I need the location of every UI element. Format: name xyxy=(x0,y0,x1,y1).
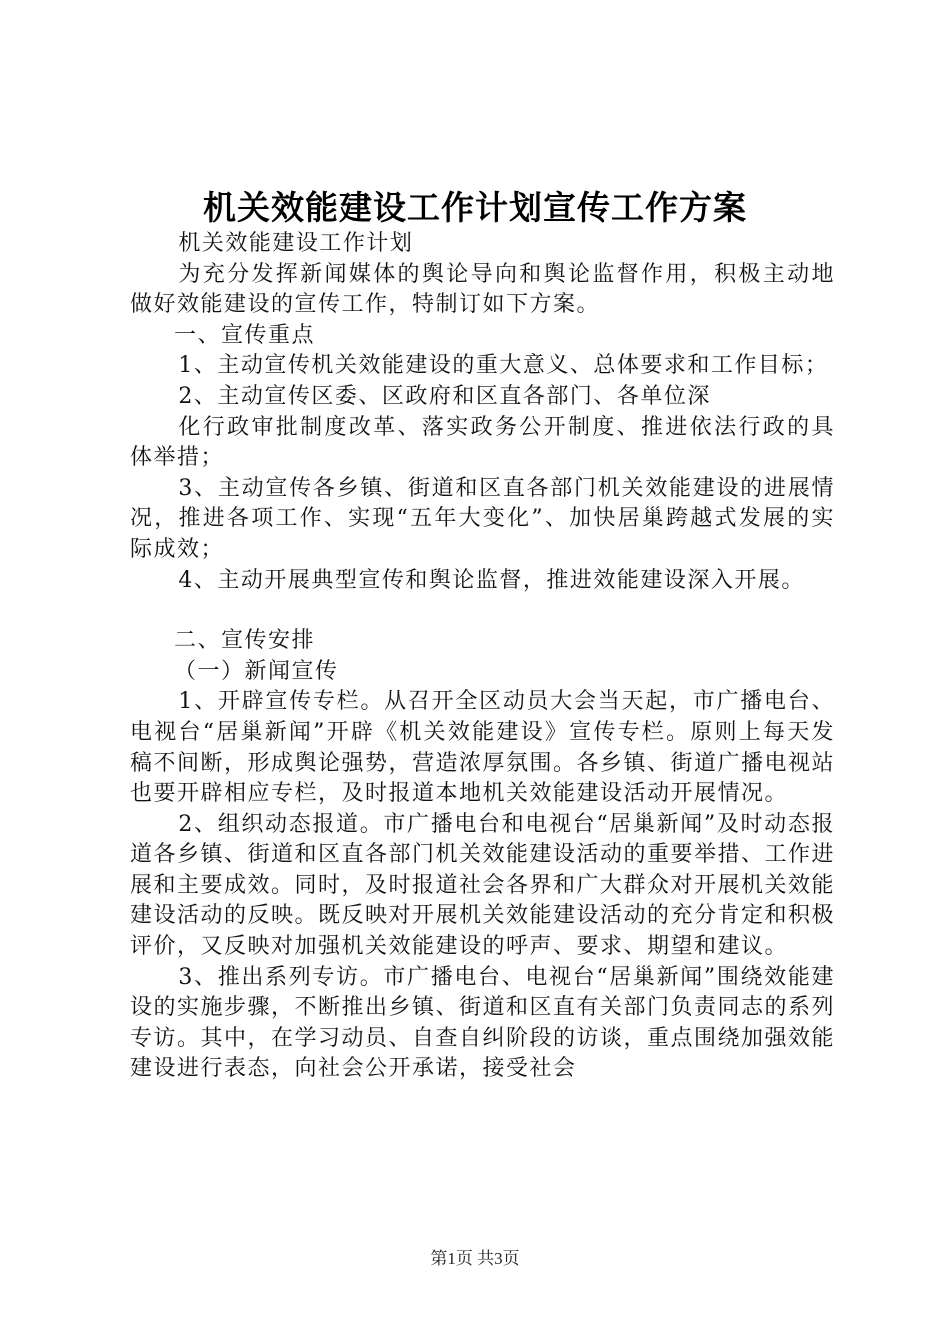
paragraph-news-2: 2、组织动态报道。市广播电台和电视台“居巢新闻”及时动态报道各乡镇、街道和区直各部门机关效能建设活动的重要举措、工作进展和主要成效。同时，及时报道社会各界和广大群众对开展机关效能建设活动的反映。既反映对开展机关效能建设活动的充分肯定和积极评价，又反映对加强机关效能建设的呼声、要求、期望和建议。 xyxy=(130,811,836,960)
paragraph-item-1: 1、主动宣传机关效能建设的重大意义、总体要求和工作目标； xyxy=(178,353,829,379)
document-title: 机关效能建设工作计划宣传工作方案 xyxy=(203,188,747,227)
paragraph-subtitle: 机关效能建设工作计划 xyxy=(178,231,414,256)
paragraph-intro: 为充分发挥新闻媒体的舆论导向和舆论监督作用，积极主动地做好效能建设的宣传工作，特制订如下方案。 xyxy=(130,261,835,318)
heading-section-2: 二、宣传安排 xyxy=(174,628,316,654)
paragraph-item-4: 4、主动开展典型宣传和舆论监督，推进效能建设深入开展。 xyxy=(178,567,805,593)
paragraph-item-3: 3、主动宣传各乡镇、街道和区直各部门机关效能建设的进展情况，推进各项工作、实现“五年大变化”、加快居巢跨越式发展的实际成效； xyxy=(130,475,835,562)
heading-subsection-news: （一）新闻宣传 xyxy=(174,658,339,684)
page-footer: 第1页 共3页 xyxy=(430,1249,520,1268)
heading-section-1: 一、宣传重点 xyxy=(174,322,316,348)
paragraph-item-2-continued: 化行政审批制度改革、落实政务公开制度、推进依法行政的具体举措； xyxy=(130,414,835,471)
paragraph-news-3: 3、推出系列专访。市广播电台、电视台“居巢新闻”围绕效能建设的实施步骤，不断推出乡镇、街道和区直有关部门负责同志的系列专访。其中，在学习动员、自查自纠阶段的访谈，重点围绕加强效能建设进行表态，向社会公开承诺，接受社会 xyxy=(130,964,836,1082)
paragraph-news-1: 1、开辟宣传专栏。从召开全区动员大会当天起，市广播电台、电视台“居巢新闻”开辟《机关效能建设》宣传专栏。原则上每天发稿不间断，形成舆论强势，营造浓厚氛围。各乡镇、街道广播电视站也要开辟相应专栏，及时报道本地机关效能建设活动开展情况。 xyxy=(130,689,836,807)
document-body xyxy=(130,229,835,1085)
paragraph-item-2: 2、主动宣传区委、区政府和区直各部门、各单位深 xyxy=(178,383,711,409)
